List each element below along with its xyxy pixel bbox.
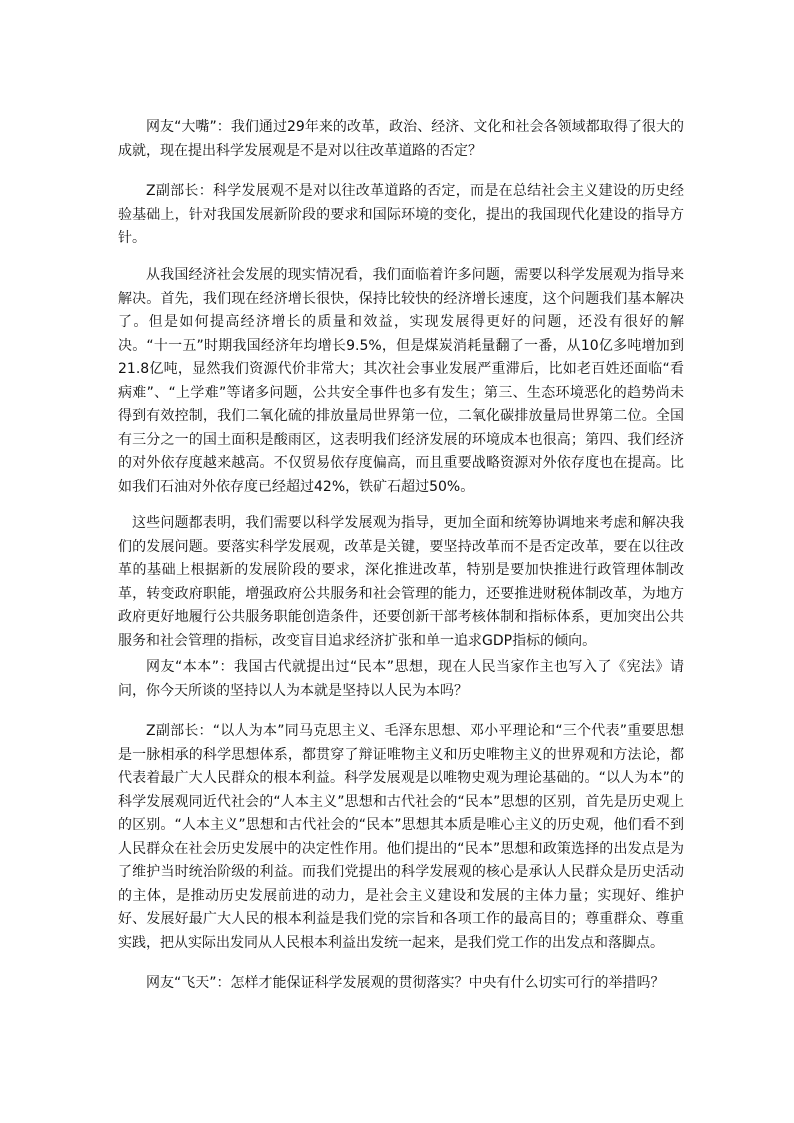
paragraph-netizen-feitian-question: 网友“飞天”：怎样才能保证科学发展观的贯彻落实？中央有什么切实可行的举措吗？ (146, 975, 665, 991)
paragraph-netizen-benben-question: 网友“本本”：我国古代就提出过“民本”思想，现在人民当家作主也写入了《宪法》请问，你今天所谈的坚持以人为本就是坚持以人民为本吗？ (118, 659, 684, 699)
paragraph-netizen-dazui-question: 网友“大嘴”：我们通过29年来的改革，政治、经济、文化和社会各领域都取得了很大的成就，现在提出科学发展观是不是对以往改革道路的否定？ (118, 119, 684, 159)
paragraph-economic-problems: 从我国经济社会发展的现实情况看，我们面临着许多问题，需要以科学发展观为指导来解决。首先，我们现在经济增长很快，保持比较快的经济增长速度，这个问题我们基本解决了。但是如何提高经济增长的质量和效益，实现发展得更好的问题，还没有很好的解决。“十一五”时期我国经济年均增长9.5%，但是煤炭消耗量翻了一番，从10亿多吨增加到21.8亿吨，显然我们资源代价非常大；其次社会事业发展严重滞后，比如老百姓还面临“看病难”、“上学难”等诸多问题，公共安全事件也多有发生；第三、生态环境恶化的趋势尚未得到有效控制，我们二氧化硫的排放量局世界第一位，二氧化碳排放量局世界第二位。全国有三分之一的国土面积是酸雨区，这表明我们经济发展的环境成本也很高；第四、我们经济的对外依存度越来越高。不仅贸易依存度偏高，而且重要战略资源对外依存度也在提高。比如我们石油对外依存度已经超过42%，铁矿石超过50%。 (118, 267, 684, 495)
paragraph-reform-key: 这些问题都表明，我们需要以科学发展观为指导，更加全面和统筹协调地来考虑和解决我们的发展问题。要落实科学发展观，改革是关键，要坚持改革而不是否定改革，要在以往改革的基础上根据新的发展阶段的要求，深化推进改革，特别是要加快推进行政管理体制改革，转变政府职能，增强政府公共服务和社会管理的能力，还要推进财税体制改革，为地方政府更好地履行公共服务职能创造条件，还要创新干部考核体制和指标体系，更加突出公共服务和社会管理的指标，改变盲目追求经济扩张和单一追求GDP指标的倾向。 (118, 515, 684, 649)
paragraph-vice-minister-answer-2: Z副部长：“以人为本”同马克思主义、毛泽东思想、邓小平理论和“三个代表”重要思想是一脉相承的科学思想体系，都贯穿了辩证唯物主义和历史唯物主义的世界观和方法论，都代表着最广大人民群众的根本利益。科学发展观是以唯物史观为理论基础的。“以人为本”的科学发展观同近代社会的“人本主义”思想和古代社会的“民本”思想的区别，首先是历史观上的区别。“人本主义”思想和古代社会的“民本”思想其本质是唯心主义的历史观，他们看不到人民群众在社会历史发展中的决定性作用。他们提出的“民本”思想和政策选择的出发点是为了维护当时统治阶级的利益。而我们党提出的科学发展观的核心是承认人民群众是历史活动的主体，是推动历史发展前进的动力，是社会主义建设和发展的主体力量；实现好、维护好、发展好最广大人民的根本利益是我们党的宗旨和各项工作的最高目的；尊重群众、尊重实践，把从实际出发同从人民根本利益出发统一起来，是我们党工作的出发点和落脚点。 (118, 723, 684, 951)
paragraph-vice-minister-answer-1: Z副部长：科学发展观不是对以往改革道路的否定，而是在总结社会主义建设的历史经验基础上，针对我国发展新阶段的要求和国际环境的变化，提出的我国现代化建设的指导方针。 (118, 183, 684, 246)
